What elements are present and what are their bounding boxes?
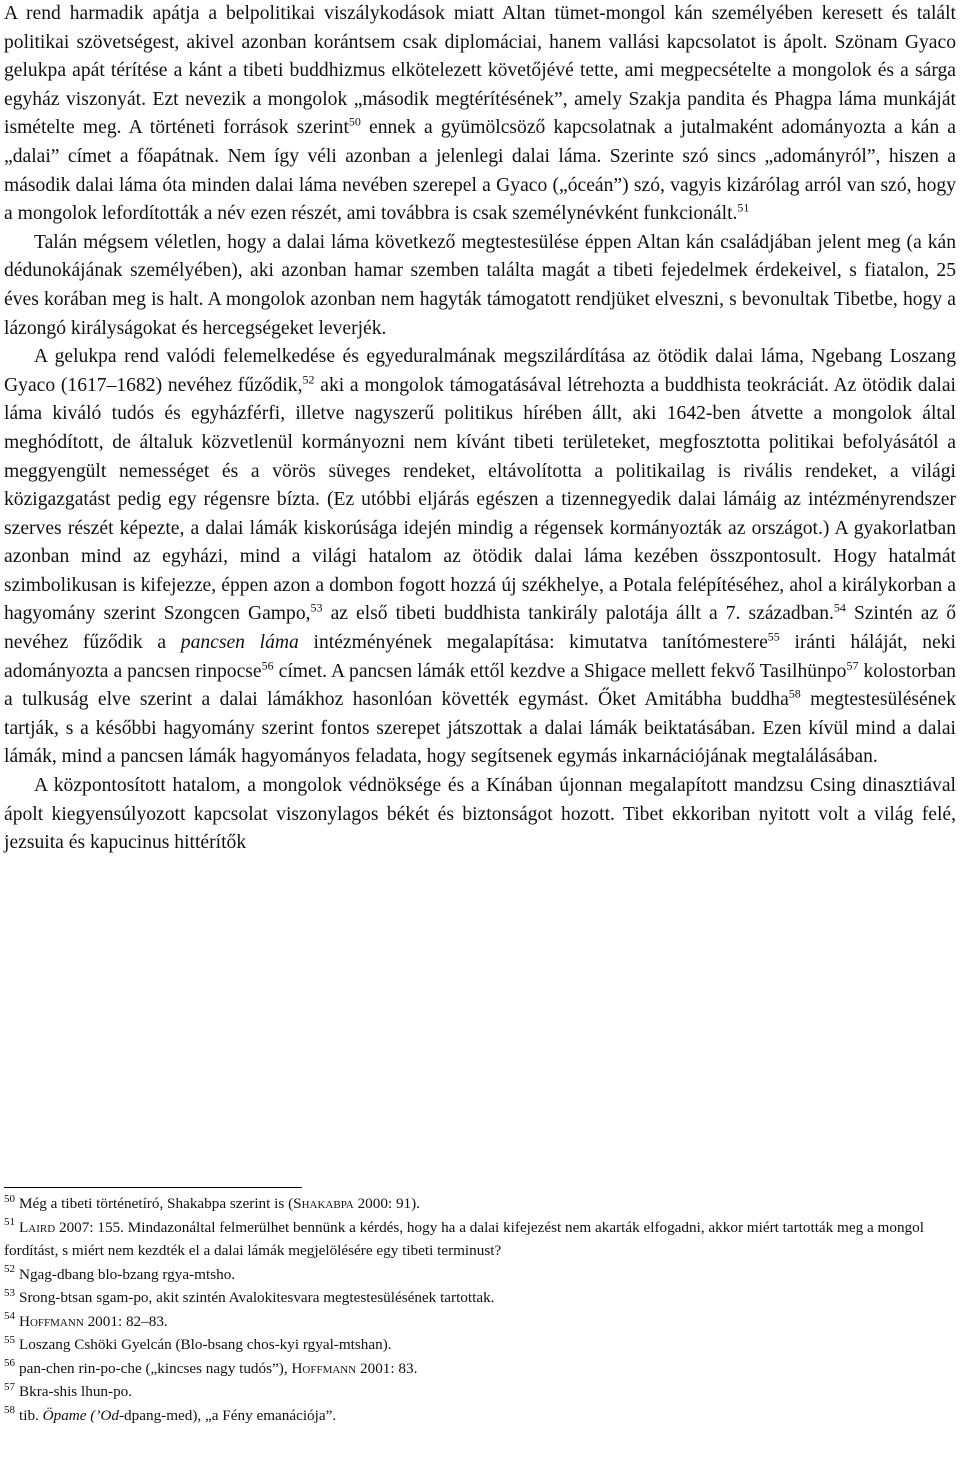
text-run: Még a tibeti történetíró, Shakabpa szerint is (: [19, 1195, 294, 1212]
text-run: az első tibeti buddhista tankirály palotája állt a 7. században.: [322, 603, 834, 625]
paragraph: [4, 343, 956, 772]
footnote-ref: 55: [767, 629, 780, 644]
footnote-number: 52: [4, 1263, 15, 1276]
author-name: Laird: [19, 1218, 56, 1236]
footnote-number: 55: [4, 1333, 15, 1346]
text-run: Bkra-shis lhun-po.: [19, 1383, 133, 1400]
text-run: intézményének megalapítása: kimutatva tanítómestere: [298, 632, 768, 654]
text-run: Szintén az ő nevéhez fűződik a: [4, 603, 957, 654]
text-run: 2001: 83.: [356, 1359, 418, 1377]
body-text: [4, 0, 956, 858]
footnote: [4, 1404, 956, 1428]
author-name: Hoffmann: [19, 1312, 84, 1330]
footnote-number: 58: [4, 1404, 15, 1417]
italic-text: Öpame (’Od: [42, 1406, 119, 1424]
author-name: Shakabpa: [293, 1195, 354, 1212]
paragraph: [4, 0, 956, 229]
footnote-ref: 50: [348, 114, 361, 129]
footnote-number: 53: [4, 1286, 15, 1299]
footnote: [4, 1192, 956, 1216]
text-run: Srong-btsan sgam-po, akit szintén Avalokitesvara megtestesülésének tartottak.: [19, 1289, 495, 1306]
text-run: A gelukpa rend valódi felemelkedése és egyeduralmának megszilárdítása az ötödik dalai láma, Ngebang Loszang Gyaco (1617–1682) nevéhez fűződik,: [4, 346, 956, 396]
text-run: pan-chen rin-po-che („kincses nagy tudós”),: [19, 1359, 292, 1377]
footnote: [4, 1380, 956, 1404]
text-run: kolostorban a tulkuság elve szerint a dalai lámákhoz hasonlóan követték egymást. Őket Amitábha buddha: [4, 660, 956, 711]
text-run: tib.: [19, 1406, 43, 1424]
text-run: A központosított hatalom, a mongolok védnöksége és a Kínában újonnan megalapított mandzsu Csing dinasztiával ápolt kiegyensúlyozott kapcsolat viszonylagos békét és biztonságot hozott. Tibet ekkoriban nyitott volt a világ felé, jezsuita és kapucinus hittérítők: [4, 775, 956, 854]
footnote-ref: 52: [302, 372, 315, 387]
author-name: Hoffmann: [291, 1359, 357, 1377]
footnote: [4, 1216, 956, 1263]
text-run: 2000: 91).: [353, 1195, 420, 1212]
text-run: -dpang-med), „a Fény emanációja”.: [118, 1406, 337, 1424]
footnote-number: 50: [4, 1192, 15, 1205]
footnote-number: 57: [4, 1380, 15, 1393]
text-run: Ngag-dbang blo-bzang rgya-mtsho.: [19, 1265, 236, 1283]
footnote-ref: 57: [846, 658, 859, 673]
footnotes: [4, 1192, 956, 1427]
footnote-ref: 56: [261, 658, 274, 673]
text-run: Loszang Cshöki Gyelcán (Blo-bsang chos-kyi rgyal-mtshan).: [19, 1336, 392, 1353]
footnote-separator: [4, 1187, 302, 1188]
italic-text: pancsen láma: [180, 632, 299, 654]
footnote: [4, 1310, 956, 1334]
footnote: [4, 1286, 956, 1310]
footnote-ref: 53: [310, 600, 323, 615]
footnote-ref: 58: [788, 686, 801, 701]
footnote: [4, 1333, 956, 1357]
footnote-ref: 54: [833, 600, 846, 615]
footnote-ref: 51: [737, 200, 750, 215]
text-run: ennek a gyümölcsöző kapcsolatnak a jutalmaként adományozta a kán a „dalai” címet a főapátnak. Nem így véli azonban a jelenlegi dalai láma. Szerinte szó sincs „adományról”, hiszen a második dalai láma óta minden dalai láma nevében szerepel a Gyaco („óceán”) szó, vagyis kizárólag arról van szó, hogy a mongolok lefordították a név ezen részét, ami továbbra is csak személynévként funkcionált.: [4, 117, 956, 225]
document-page: [4, 0, 956, 858]
text-run: 2007: 155. Mindazonáltal felmerülhet bennünk a kérdés, hogy ha a dalai kifejezést nem akarták elfogadni, akkor miért tartották meg a mongol fordítást, s miért nem kezdték el a dalai lámák megjelölésére egy tibeti terminust?: [4, 1218, 924, 1259]
footnote-number: 54: [4, 1310, 15, 1323]
paragraph: [4, 229, 956, 343]
footnote: [4, 1263, 956, 1287]
text-run: Talán mégsem véletlen, hogy a dalai láma következő megtestesülése éppen Altan kán családjában jelent meg (a kán dédunokájának személyében), aki azonban hamar szemben találta magát a tibeti fejedelmek érdekeivel, s fiatalon, 25 éves korában meg is halt. A mongolok azonban nem hagyták támogatott rendjüket elveszni, s bevonultak Tibetbe, hogy a lázongó királyságokat és hercegségeket leverjék.: [4, 231, 956, 339]
text-run: aki a mongolok támogatásával létrehozta a buddhista teokráciát. Az ötödik dalai láma kiváló tudós és egyházférfi, illetve nagyszerű politikus hírében állt, aki 1642-ben átvette a mongolok által meghódított, de általuk közvetlenül kormányozni nem kívánt tibeti területeket, megfosztotta politikai befolyásától a meggyengült nemességet és a vörös süveges rendeket, eltávolította a politikailag is rivális rendeket, a világi közigazgatást pedig egy régensre bízta. (Ez utóbbi eljárás egészen a tizennegyedik dalai lámáig az intézményrendszer szerves részét képezte, a dalai lámák kiskorúsága idején mindig a régensek kormányozták az országot.) A gyakorlatban azonban mind az egyházi, mind a világi hatalom az ötödik dalai láma kezében összpontosult. Hogy hatalmát szimbolikusan is kifejezze, éppen azon a dombon fogott hozzá új székhelye, a Potala felépítéséhez, ahol a királykorban a hagyomány szerint Szongcen Gampo,: [4, 374, 957, 625]
text-run: megtestesülésének tartják, s a későbbi hagyomány szerint fontos szerepet játszottak a dalai lámák beiktatásában. Ezen kívül mind a dalai lámák, mind a pancsen lámák hagyományos feladata, hogy segítsenek egymás inkarnációjának megtalálásában.: [4, 689, 956, 768]
text-run: iránti háláját, neki adományozta a pancsen rinpocse: [4, 632, 956, 682]
footnote-number: 51: [4, 1216, 15, 1229]
text-run: 2001: 82–83.: [83, 1312, 168, 1330]
footnote: [4, 1357, 956, 1381]
text-run: címet. A pancsen lámák ettől kezdve a Shigace mellett fekvő Tasilhünpo: [273, 660, 847, 682]
footnote-number: 56: [4, 1357, 15, 1370]
text-run: A rend harmadik apátja a belpolitikai viszálykodások miatt Altan tümet-mongol kán személyében keresett és talált politikai szövetségest, akivel azonban korántsem csak diplomáciai, hanem vallási kapcsolatot is ápolt. Szönam Gyaco gelukpa apát térítése a kánt a tibeti buddhizmus elkötelezett követőjévé tette, ami megpecsételte a mongolok és a sárga egyház viszonyát. Ezt nevezik a mongolok „második megtérítésének”, amely Szakja pandita és Phagpa láma munkáját ismételte meg. A történeti források szerint: [4, 3, 956, 139]
paragraph: [4, 772, 956, 858]
